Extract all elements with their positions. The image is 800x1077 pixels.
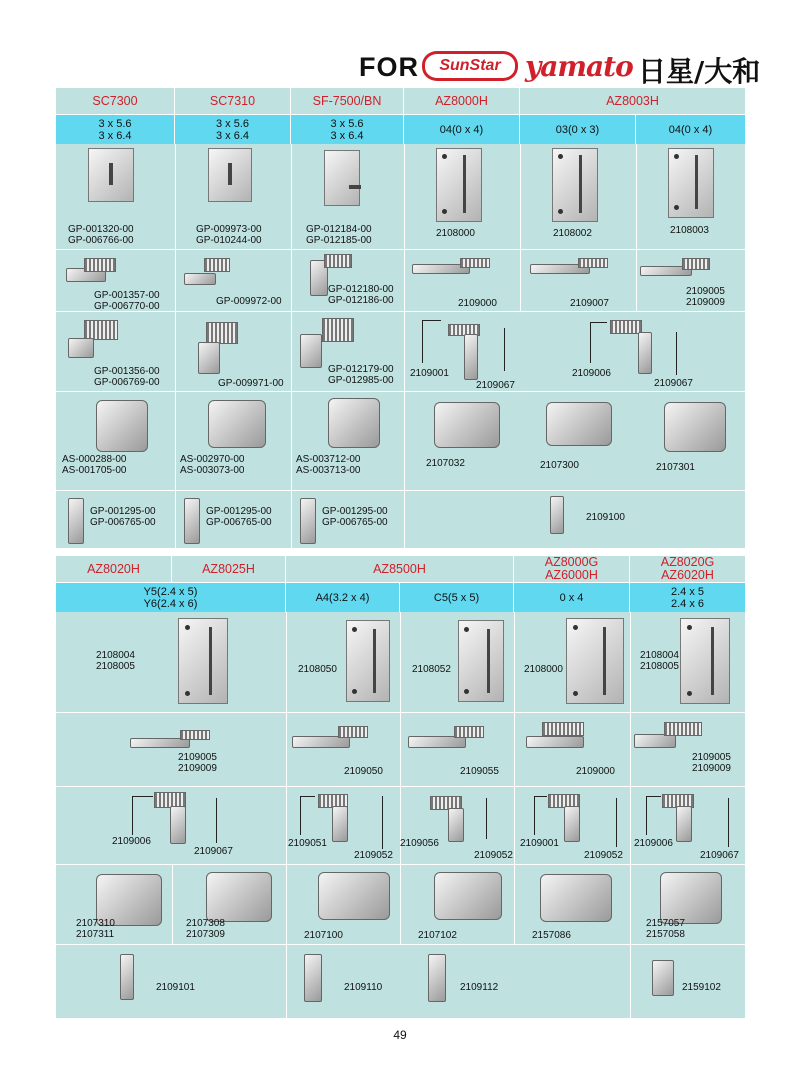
model-header: AZ8025H (172, 556, 286, 582)
throat-plate-image (208, 148, 252, 202)
feed-dog-image (638, 332, 652, 374)
presser-foot-image (328, 398, 380, 448)
part-code: 2109001 (410, 368, 449, 379)
grid-line (56, 786, 745, 787)
sunstar-logo: SunStar (422, 51, 518, 81)
grid-line (56, 864, 745, 865)
part-code: 2108004 2108005 (96, 650, 135, 672)
part-code: 2107032 (426, 458, 465, 469)
part-code: 2109005 2109009 (686, 286, 725, 308)
top-model-row (56, 88, 745, 115)
needle-clamp-image (428, 954, 446, 1002)
part-code: 2109007 (570, 298, 609, 309)
part-code: 2107102 (418, 930, 457, 941)
feed-dog-teeth-image (204, 258, 230, 272)
page-header (0, 0, 800, 88)
leader-line (676, 332, 677, 375)
grid-line (400, 612, 401, 944)
feed-dog-image (170, 806, 186, 844)
part-code: 2109055 (460, 766, 499, 777)
size-label: 3 x 5.6 (330, 117, 364, 130)
feed-dog-image (564, 806, 580, 842)
part-code: 2109052 (354, 850, 393, 861)
model-header: SC7310 (175, 88, 291, 114)
presser-foot-image (664, 402, 726, 452)
part-code: 2108003 (670, 225, 709, 236)
size-cell (56, 583, 286, 612)
part-code: GP-001295-00 GP-006765-00 (322, 506, 388, 528)
needle-clamp-image (304, 954, 322, 1002)
grid-line (56, 712, 745, 713)
presser-foot-image (434, 402, 500, 448)
size-label: Y6(2.4 x 6) (143, 597, 198, 610)
grid-line (56, 391, 745, 392)
model-header: AZ8000H (404, 88, 520, 114)
feed-dog-teeth-image (206, 322, 238, 344)
size-label: 3 x 6.4 (215, 129, 250, 142)
feed-dog-image (464, 334, 478, 380)
grid-line (630, 612, 631, 1018)
part-code: 2109050 (344, 766, 383, 777)
part-code: 2157086 (532, 930, 571, 941)
size-cell: 03(0 x 3) (520, 115, 636, 144)
feed-dog-teeth-image (322, 318, 354, 342)
feed-dog-image (448, 808, 464, 842)
presser-foot-image (546, 402, 612, 446)
grid-line (514, 612, 515, 944)
leader-line (646, 796, 661, 835)
size-cell: 04(0 x 4) (404, 115, 520, 144)
presser-foot-image (540, 874, 612, 922)
size-cell (56, 115, 175, 144)
part-code: AS-002970-00 AS-003073-00 (180, 454, 245, 476)
part-code: 2108052 (412, 664, 451, 675)
leader-line (300, 796, 315, 835)
for-label: FOR (359, 52, 419, 82)
presser-foot-image (96, 400, 148, 452)
size-cell (630, 583, 745, 612)
presser-foot-image (434, 872, 502, 920)
part-code: AS-003712-00 AS-003713-00 (296, 454, 361, 476)
leader-line (534, 796, 547, 835)
part-code: GP-001295-00 GP-006765-00 (206, 506, 272, 528)
part-code: 2109000 (576, 766, 615, 777)
feed-dog-teeth-image (180, 730, 210, 740)
grid-line (172, 864, 173, 944)
presser-foot-image (660, 872, 722, 924)
leader-line (132, 796, 153, 835)
size-label: 3 x 6.4 (330, 129, 364, 142)
leader-line (216, 798, 217, 843)
feed-dog-image (332, 806, 348, 842)
part-code: 2109101 (156, 982, 195, 993)
grid-line (175, 490, 176, 548)
part-code: GP-001356-00 GP-006769-00 (94, 366, 160, 388)
grid-line (56, 249, 745, 250)
size-label: 3 x 6.4 (98, 129, 132, 142)
leader-line (382, 796, 383, 849)
needle-clamp-image (550, 496, 564, 534)
part-code: 2109067 (476, 380, 515, 391)
model-label: AZ6000H (545, 568, 598, 582)
presser-foot-image (318, 872, 390, 920)
model-header: AZ8020H (56, 556, 172, 582)
feed-dog-teeth-image (664, 722, 702, 736)
part-code: 2109067 (194, 846, 233, 857)
top-parts-table (56, 88, 745, 548)
part-code: 2157057 2157058 (646, 918, 685, 940)
model-header (514, 556, 630, 582)
part-code: GP-001357-00 GP-006770-00 (94, 290, 160, 312)
leader-line (616, 798, 617, 847)
leader-line (422, 320, 441, 363)
part-code: AS-000288-00 AS-001705-00 (62, 454, 127, 476)
grid-line (520, 144, 521, 311)
part-code: 2109052 (584, 850, 623, 861)
throat-plate-image (324, 150, 360, 206)
size-label: Y5(2.4 x 5) (143, 585, 198, 598)
part-code: 2108004 2108005 (640, 650, 679, 672)
part-code: GP-009973-00 GP-010244-00 (196, 224, 262, 246)
feed-dog-image (68, 338, 94, 358)
grid-line (56, 944, 745, 945)
part-code: 2107100 (304, 930, 343, 941)
throat-plate-image (680, 618, 730, 704)
needle-clamp-image (300, 498, 316, 544)
feed-dog-teeth-image (324, 254, 352, 268)
throat-plate-image (436, 148, 482, 222)
model-header: SF-7500/BN (291, 88, 404, 114)
part-code: 2109005 2109009 (178, 752, 217, 774)
part-code: 2107310 2107311 (76, 918, 115, 940)
grid-line (636, 144, 637, 311)
leader-line (590, 322, 607, 363)
part-code: GP-012179-00 GP-012985-00 (328, 364, 394, 386)
needle-clamp-image (120, 954, 134, 1000)
part-code: 2109005 2109009 (692, 752, 731, 774)
throat-plate-image (668, 148, 714, 218)
feed-dog-image (300, 334, 322, 368)
throat-plate-image (458, 620, 504, 702)
presser-foot-image (206, 872, 272, 922)
grid-line (175, 144, 176, 490)
part-code: GP-012180-00 GP-012186-00 (328, 284, 394, 306)
page-number: 49 (393, 1028, 407, 1042)
bottom-parts-table (56, 556, 745, 1018)
model-label: AZ6020H (661, 568, 714, 582)
model-header (630, 556, 745, 582)
feed-dog-image (184, 273, 216, 285)
size-cell: A4(3.2 x 4) (286, 583, 400, 612)
feed-dog-image (634, 734, 676, 748)
leader-line (504, 328, 505, 371)
model-header: AZ8003H (606, 93, 659, 108)
top-size-row (56, 115, 745, 144)
throat-plate-image (178, 618, 228, 704)
part-code: GP-001320-00 GP-006766-00 (68, 224, 134, 246)
model-header: SC7300 (56, 88, 175, 114)
throat-plate-image (566, 618, 624, 704)
throat-plate-image (88, 148, 134, 202)
part-code: 2107308 2107309 (186, 918, 225, 940)
feed-dog-image (198, 342, 220, 374)
size-cell: 04(0 x 4) (668, 123, 713, 136)
model-header: AZ8500H (286, 556, 514, 582)
bottom-size-row (56, 583, 745, 612)
part-code: 2159102 (682, 982, 721, 993)
feed-dog-teeth-image (84, 320, 118, 340)
throat-plate-image (552, 148, 598, 222)
part-code: 2109100 (586, 512, 625, 523)
part-code: 2108000 (436, 228, 475, 239)
throat-plate-image (346, 620, 390, 702)
size-label: 2.4 x 6 (670, 597, 705, 610)
needle-clamp-image (184, 498, 200, 544)
grid-line (56, 490, 745, 491)
grid-line (291, 144, 292, 548)
part-code: GP-009972-00 (216, 296, 282, 307)
size-label: 3 x 5.6 (98, 117, 132, 130)
part-code: 2109110 (344, 982, 383, 993)
leader-line (728, 798, 729, 847)
feed-dog-image (676, 806, 692, 842)
grid-line (286, 612, 287, 1018)
part-code: 2109000 (458, 298, 497, 309)
part-code: 2108002 (553, 228, 592, 239)
part-code: GP-009971-00 (218, 378, 284, 389)
feed-dog-teeth-image (682, 258, 710, 270)
brand-cjk: 日星/大和 (638, 55, 761, 88)
feed-dog-teeth-image (610, 320, 642, 334)
part-code: 2108000 (524, 664, 563, 675)
size-cell: C5(5 x 5) (400, 583, 514, 612)
part-code: GP-012184-00 GP-012185-00 (306, 224, 372, 246)
feed-dog-teeth-image (338, 726, 368, 738)
grid-line (404, 144, 405, 548)
part-code: 2107300 (540, 460, 579, 471)
feed-dog-teeth-image (84, 258, 116, 272)
feed-dog-image (526, 736, 584, 748)
size-cell: 0 x 4 (514, 583, 630, 612)
size-label: 2.4 x 5 (670, 585, 705, 598)
part-code: 2107301 (656, 462, 695, 473)
needle-clamp-image (68, 498, 84, 544)
size-cell (291, 115, 404, 144)
yamato-logo: yamato (525, 50, 633, 83)
part-code: 2109067 (654, 378, 693, 389)
size-cell (175, 115, 291, 144)
part-code: 2109052 (474, 850, 513, 861)
leader-line (486, 798, 487, 839)
part-code: 2109067 (700, 850, 739, 861)
model-label: AZ8020G (660, 555, 715, 569)
needle-clamp-image (652, 960, 674, 996)
part-code: 2109006 (634, 838, 673, 849)
feed-dog-teeth-image (454, 726, 484, 738)
feed-dog-teeth-image (542, 722, 584, 736)
part-code: 2109051 (288, 838, 327, 849)
feed-dog-teeth-image (460, 258, 490, 268)
size-label: 3 x 5.6 (215, 117, 250, 130)
part-code: GP-001295-00 GP-006765-00 (90, 506, 156, 528)
part-code: 2109056 (400, 838, 439, 849)
feed-dog-teeth-image (578, 258, 608, 268)
part-code: 2109001 (520, 838, 559, 849)
part-code: 2109112 (460, 982, 499, 993)
part-code: 2109006 (112, 836, 151, 847)
part-code: 2108050 (298, 664, 337, 675)
presser-foot-image (208, 400, 266, 448)
part-code: 2109006 (572, 368, 611, 379)
model-label: AZ8000G (544, 555, 599, 569)
bottom-model-row (56, 556, 745, 583)
